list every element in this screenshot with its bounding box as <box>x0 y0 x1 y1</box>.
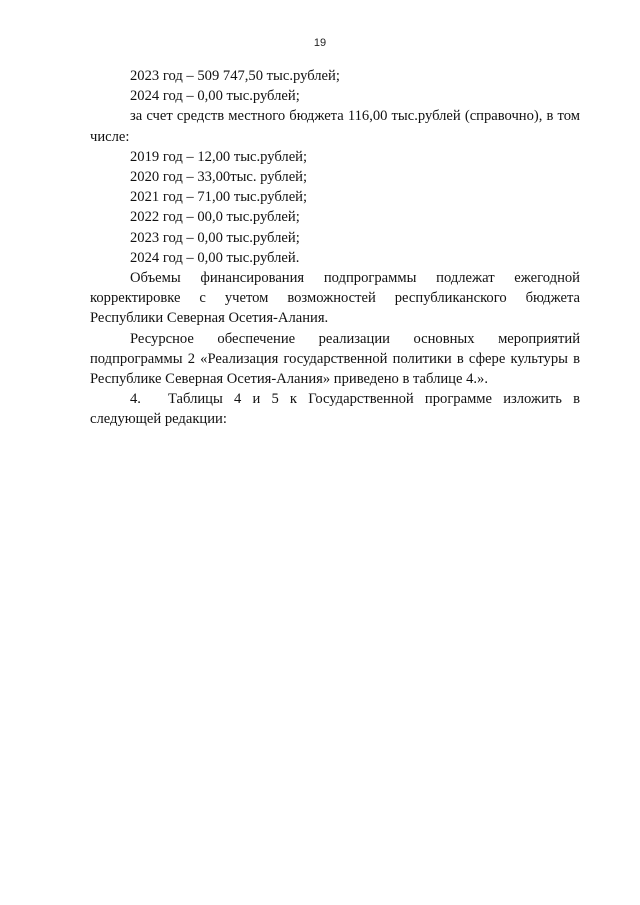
document-body <box>90 66 580 430</box>
funding-line-2023-regional: 2023 год – 509 747,50 тыс.рублей; <box>130 68 340 84</box>
funding-line-2023-local: 2023 год – 0,00 тыс.рублей; <box>130 229 300 246</box>
item-4-paragraph <box>90 389 580 429</box>
local-budget-paragraph: за счет средств местного бюджета 116,00 тыс.рублей (справочно), в том числе: <box>90 108 580 145</box>
funding-line-2020-local: 2020 год – 33,00тыс. рублей; <box>130 169 308 186</box>
funding-line-2019-local: 2019 год – 12,00 тыс.рублей; <box>130 148 308 165</box>
page-number: 19 <box>313 37 327 49</box>
correction-paragraph: Объемы финансирования подпрограммы подлежат ежегодной корректировке с учетом возможностей республиканского бюджета Республики Северная Осетия-Алания. <box>90 270 580 327</box>
resources-paragraph: Ресурсное обеспечение реализации основных мероприятий подпрограммы 2 «Реализация государственной политики в сфере культуры в Республике Северная Осетия-Алания» приведено в таблице 4.». <box>90 330 580 388</box>
funding-line-2024-regional: 2024 год – 0,00 тыс.рублей; <box>130 88 300 105</box>
funding-line-2024-local: 2024 год – 0,00 тыс.рублей. <box>130 249 300 266</box>
item-4-text: Таблицы 4 и 5 к Государственной программе изложить в следующей редакции: <box>90 391 580 428</box>
item-4-number: 4. <box>130 391 141 408</box>
funding-line-2021-local: 2021 год – 71,00 тыс.рублей; <box>130 189 308 206</box>
funding-line-2022-local: 2022 год – 00,0 тыс.рублей; <box>130 209 300 226</box>
